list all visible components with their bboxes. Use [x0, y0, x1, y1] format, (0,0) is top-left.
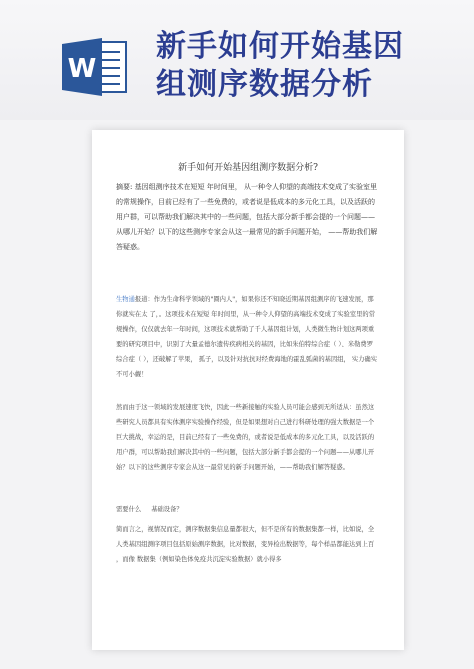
document-page — [92, 130, 404, 650]
word-logo-letter: W — [67, 54, 97, 84]
document-abstract: 摘要: 基因组测序技术在短短 年时间里， 从一种令人仰望的高端技术变成了实验室里的常规操作，目前已经有了一些免费的，或者说是低成本的多元化工具，以及活跃的用户群，可以帮助我们解决其中的一些问题，包括大部分新手都会提的一个问题——从哪儿开始？以下的这些测序专家会从这一最常见的新手问题开始， ——帮助我们解答疑惑。 — [116, 183, 378, 251]
headline-line-1: 新手如何开始基因 — [156, 29, 404, 64]
document-title: 新手如何开始基因组测序数据分析? — [178, 163, 318, 173]
paragraph-answer: 简而言之，视情况而定，测序数据集信息量都很大，但不是所有的数据集都一样，比如说，全人类基因组测序项目包括原始测序数据，比对数据，变异检出数据等，每个样品都能达到上百 ，而像 数据集（例如染色体免疫共沉淀实验数据）就小得多 — [116, 526, 375, 563]
paragraph-intro-text: 报道：作为生命科学领域的"圈内人"，如果你还不知晓近期基因组测序的飞速发展，那你就实在太 了，。这项技术在短短 年时间里，从一种令人仰望的高端技术变成了实验室里的常规操作，仅仅就去年一年时间，这项技术就帮助了千人基因组计划，人类微生物计划这两项重要的研究项目中，识别了大量孟德尔遗传疾病相关的基因，比如朱伯特综合症（ ）、米勒费罗综合症（ ），还破解了苹果， 孤子，以及针对抗抗对经费海地的霍乱弧菌的基因组， 实力确实不可小觑！ — [116, 296, 378, 378]
paragraph-intro — [116, 292, 378, 382]
word-doc-icon — [62, 36, 130, 98]
keyword-link[interactable]: 生物通 — [116, 296, 135, 303]
page-headline — [156, 28, 456, 104]
section-heading-part-1: 需要什么 — [116, 506, 142, 513]
section-heading — [116, 502, 378, 517]
paragraph-challenge: 然而由于这一领域的发展速度飞快，因此一些新接触的实验人员可能会感到无所适从：虽然这些研究人员都具有实体测序实验操作经验，但是如果想对自己进行科研处理的强大数据是一个巨大挑战，幸运的是，目前已经有了一些免费的，或者说是低成本的多元化工具，以及活跃的用户群，可以帮助我们解决其中的一些问题，包括大部分新手都会提的一个问题——从哪儿开始？以下的这些测序专家会从这一最常见的新手问题开始，——帮助我们解答疑惑。 — [116, 404, 375, 471]
section-heading-part-2: 基础设备？ — [151, 506, 183, 513]
headline-line-2: 组测序数据分析 — [156, 67, 373, 102]
